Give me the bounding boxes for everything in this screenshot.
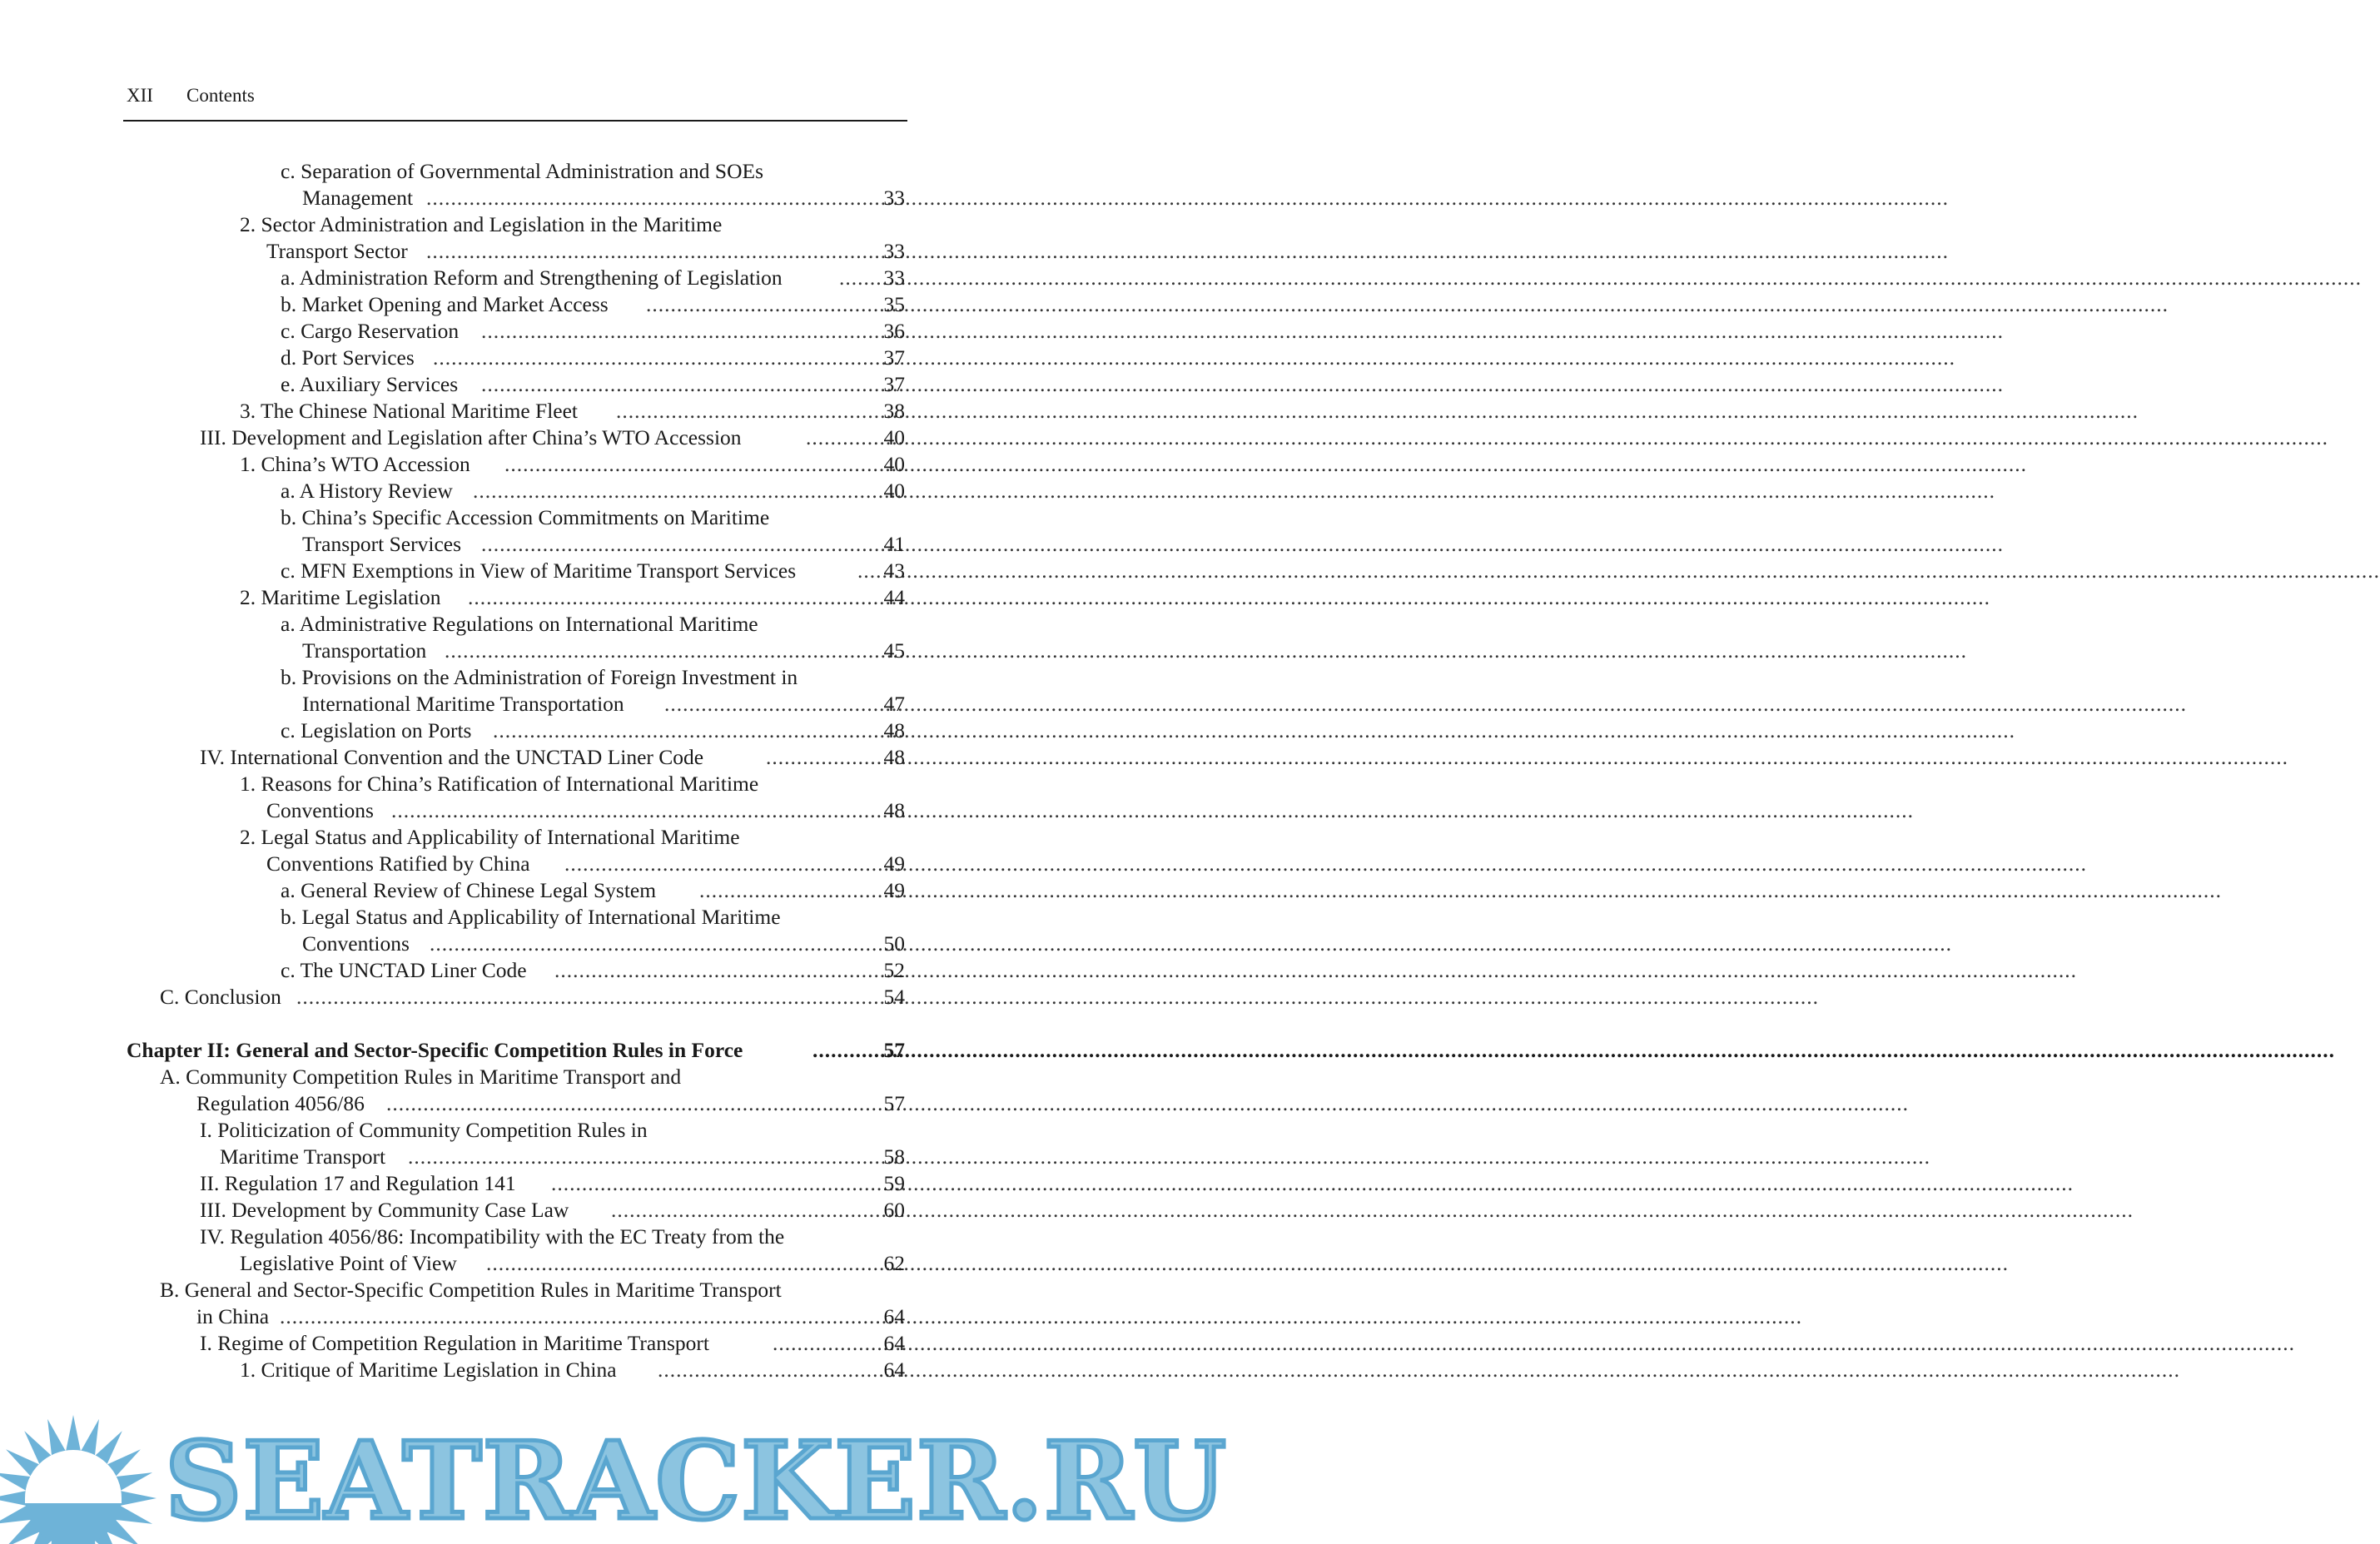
toc-entry-text: IV. International Convention and the UNCTAD Liner Code: [200, 745, 704, 769]
toc-line: [0, 265, 1016, 291]
toc-line: [0, 691, 1016, 717]
toc-entry-text: III. Development and Legislation after China’s WTO Accession: [200, 425, 742, 449]
dot-leader: [646, 291, 876, 318]
toc-entry-text: I. Regime of Competition Regulation in Maritime Transport: [200, 1331, 709, 1355]
toc-page-number: 48: [883, 745, 905, 769]
toc-page-number: 49: [883, 851, 905, 876]
toc-line: [0, 1277, 1016, 1303]
toc-line: [0, 851, 1016, 877]
toc-entry-text: c. Separation of Governmental Administration and SOEs: [281, 159, 764, 183]
dot-leader: [773, 1330, 876, 1357]
toc-entry-text: A. Community Competition Rules in Maritime Transport and: [160, 1065, 682, 1089]
toc-page-number: 48: [883, 718, 905, 742]
toc-chapter-heading: [0, 1037, 1016, 1064]
toc-line: [0, 504, 1016, 531]
dot-leader: [564, 851, 876, 877]
toc-entry-text: Transportation: [302, 638, 427, 663]
dot-leader: [611, 1197, 876, 1224]
dot-leader: [481, 371, 876, 398]
toc-page-number: 64: [883, 1358, 905, 1382]
dot-leader: [493, 717, 876, 744]
toc-page-number: 41: [883, 532, 905, 556]
dot-leader: [426, 185, 876, 211]
dot-leader: [481, 531, 876, 558]
toc-entry-text: Maritime Transport: [220, 1144, 386, 1169]
toc-line: [0, 291, 1016, 318]
dot-leader: [468, 584, 876, 611]
toc-line: [0, 211, 1016, 238]
toc-line: [0, 1303, 1016, 1330]
toc-line: [0, 1224, 1016, 1250]
toc-page-number: 48: [883, 798, 905, 822]
toc-line: [0, 1197, 1016, 1224]
toc-line: [0, 877, 1016, 904]
toc-line: [0, 451, 1016, 478]
toc-line: [0, 771, 1016, 797]
toc-page-number: 44: [883, 585, 905, 609]
toc-entry-text: III. Development by Community Case Law: [200, 1198, 569, 1222]
toc-line: [0, 904, 1016, 931]
toc-entry-text: in China: [196, 1304, 270, 1328]
toc-page-number: 33: [883, 239, 905, 263]
dot-leader: [616, 398, 876, 424]
watermark-text: SEATRACKER.RU: [165, 1419, 1227, 1544]
toc-page-number: 54: [883, 985, 905, 1009]
toc-page-number: 58: [883, 1144, 905, 1169]
dot-leader: [280, 1303, 876, 1330]
toc-entry-text: c. MFN Exemptions in View of Maritime Transport Services: [281, 559, 797, 583]
toc-entry-text: Transport Sector: [266, 239, 408, 263]
toc-line: [0, 1117, 1016, 1144]
toc-line: [0, 318, 1016, 345]
toc-entry-text: 1. China’s WTO Accession: [240, 452, 470, 476]
toc-entry-text: 3. The Chinese National Maritime Fleet: [240, 399, 579, 423]
toc-entry-text: 2. Sector Administration and Legislation in the Maritime: [240, 212, 723, 236]
toc-page-number: 40: [883, 479, 905, 503]
toc-page-number: 62: [883, 1251, 905, 1275]
dot-leader: [554, 957, 876, 984]
dot-leader: [430, 931, 876, 957]
toc-entry-text: C. Conclusion: [160, 985, 281, 1009]
toc-entry-text: a. A History Review: [281, 479, 453, 503]
toc-page-number: 33: [883, 186, 905, 210]
toc-line: [0, 558, 1016, 584]
toc-line: [0, 345, 1016, 371]
toc-line: [0, 478, 1016, 504]
toc-page-number: 43: [883, 559, 905, 583]
dot-leader: [445, 638, 876, 664]
toc-page-number: 40: [883, 425, 905, 449]
toc-line: [0, 1064, 1016, 1090]
dot-leader: [806, 424, 876, 451]
toc-entry-text: I. Politicization of Community Competition Rules in: [200, 1118, 648, 1142]
toc-entry-text: b. Market Opening and Market Access: [281, 292, 609, 316]
toc-line: [0, 584, 1016, 611]
dot-leader: [857, 558, 876, 584]
toc-page-number: 40: [883, 452, 905, 476]
toc-line: [0, 611, 1016, 638]
toc-line: [0, 398, 1016, 424]
toc-entry-text: Conventions Ratified by China: [266, 851, 530, 876]
toc-page-number: 38: [883, 399, 905, 423]
toc-entry-text: e. Auxiliary Services: [281, 372, 459, 396]
toc-entry-text: 1. Reasons for China’s Ratification of International Maritime: [240, 772, 759, 796]
dot-leader: [386, 1090, 876, 1117]
toc-page-number: 57: [883, 1091, 905, 1115]
dot-leader: [481, 318, 876, 345]
toc-entry-text: Transport Services: [302, 532, 462, 556]
toc-entry-text: 2. Legal Status and Applicability of International Maritime: [240, 825, 740, 849]
toc-entry-text: c. Legislation on Ports: [281, 718, 472, 742]
dot-leader: [658, 1357, 876, 1383]
toc-line: [0, 744, 1016, 771]
dot-leader: [504, 451, 876, 478]
toc-page-number: 57: [883, 1038, 905, 1062]
dot-leader: [664, 691, 876, 717]
toc-entry-text: b. Provisions on the Administration of Foreign Investment in: [281, 665, 798, 689]
toc-entry-text: c. The UNCTAD Liner Code: [281, 958, 527, 982]
toc-page-number: 37: [883, 345, 905, 370]
dot-leader: [766, 744, 876, 771]
toc-page-number: 45: [883, 638, 905, 663]
toc-entry-text: Legislative Point of View: [240, 1251, 457, 1275]
page-number: XII: [127, 85, 153, 106]
toc-line: [0, 984, 1016, 1010]
dot-leader: [839, 265, 876, 291]
dot-leader: [473, 478, 876, 504]
toc-line: [0, 1250, 1016, 1277]
header-rule: [123, 120, 907, 122]
toc-entry-text: a. General Review of Chinese Legal System: [281, 878, 657, 902]
dot-leader: [426, 238, 876, 265]
toc-page-number: 60: [883, 1198, 905, 1222]
toc-entry-text: Management: [302, 186, 414, 210]
toc-page-number: 47: [883, 692, 905, 716]
toc-entry-text: IV. Regulation 4056/86: Incompatibility with the EC Treaty from the: [200, 1224, 785, 1249]
dot-leader: [486, 1250, 876, 1277]
toc-entry-text: b. Legal Status and Applicability of International Maritime: [281, 905, 781, 929]
toc-line: [0, 931, 1016, 957]
toc-page-number: 64: [883, 1304, 905, 1328]
toc-line: [0, 797, 1016, 824]
toc-entry-text: International Maritime Transportation: [302, 692, 624, 716]
dot-leader: [296, 984, 876, 1010]
toc-entry-text: Regulation 4056/86: [196, 1091, 365, 1115]
toc-line: [0, 1144, 1016, 1170]
toc-page-number: 36: [883, 319, 905, 343]
dot-leader: [433, 345, 876, 371]
toc-page-number: 59: [883, 1171, 905, 1195]
toc-entry-text: c. Cargo Reservation: [281, 319, 460, 343]
toc-page-number: 50: [883, 931, 905, 956]
toc-page-number: 64: [883, 1331, 905, 1355]
toc-line: [0, 185, 1016, 211]
toc-line: [0, 824, 1016, 851]
toc-page-number: 35: [883, 292, 905, 316]
toc-page-number: 33: [883, 266, 905, 290]
toc-line: [0, 957, 1016, 984]
toc-entry-text: a. Administrative Regulations on International Maritime: [281, 612, 758, 636]
toc-line: [0, 371, 1016, 398]
toc-entry-text: Chapter II: General and Sector-Specific Competition Rules in Force: [127, 1038, 743, 1062]
toc-line: [0, 238, 1016, 265]
toc-line: [0, 1357, 1016, 1383]
toc-entry-text: 2. Maritime Legislation: [240, 585, 441, 609]
dot-leader: [812, 1037, 876, 1064]
toc-line: [0, 1330, 1016, 1357]
toc-entry-text: Conventions: [302, 931, 410, 956]
toc-entry-text: d. Port Services: [281, 345, 415, 370]
toc-entry-text: b. China’s Specific Accession Commitments on Maritime: [281, 505, 770, 529]
toc-line: [0, 638, 1016, 664]
toc-entry-text: a. Administration Reform and Strengthening of Legislation: [281, 266, 783, 290]
toc-page-number: 49: [883, 878, 905, 902]
toc-line: [0, 1170, 1016, 1197]
toc-line: [0, 424, 1016, 451]
dot-leader: [551, 1170, 876, 1197]
running-title: Contents: [186, 85, 255, 106]
dot-leader: [391, 797, 876, 824]
toc-line: [0, 1090, 1016, 1117]
toc-entry-text: B. General and Sector-Specific Competition Rules in Maritime Transport: [160, 1278, 782, 1302]
dot-leader: [408, 1144, 876, 1170]
toc-page-number: 37: [883, 372, 905, 396]
dot-leader: [699, 877, 876, 904]
toc-entry-text: Conventions: [266, 798, 374, 822]
toc-line: [0, 158, 1016, 185]
toc-entry-text: II. Regulation 17 and Regulation 141: [200, 1171, 516, 1195]
toc-page-number: 52: [883, 958, 905, 982]
toc-line: [0, 531, 1016, 558]
toc-line: [0, 664, 1016, 691]
running-header: [123, 83, 907, 108]
toc-line: [0, 717, 1016, 744]
toc-entry-text: 1. Critique of Maritime Legislation in China: [240, 1358, 617, 1382]
